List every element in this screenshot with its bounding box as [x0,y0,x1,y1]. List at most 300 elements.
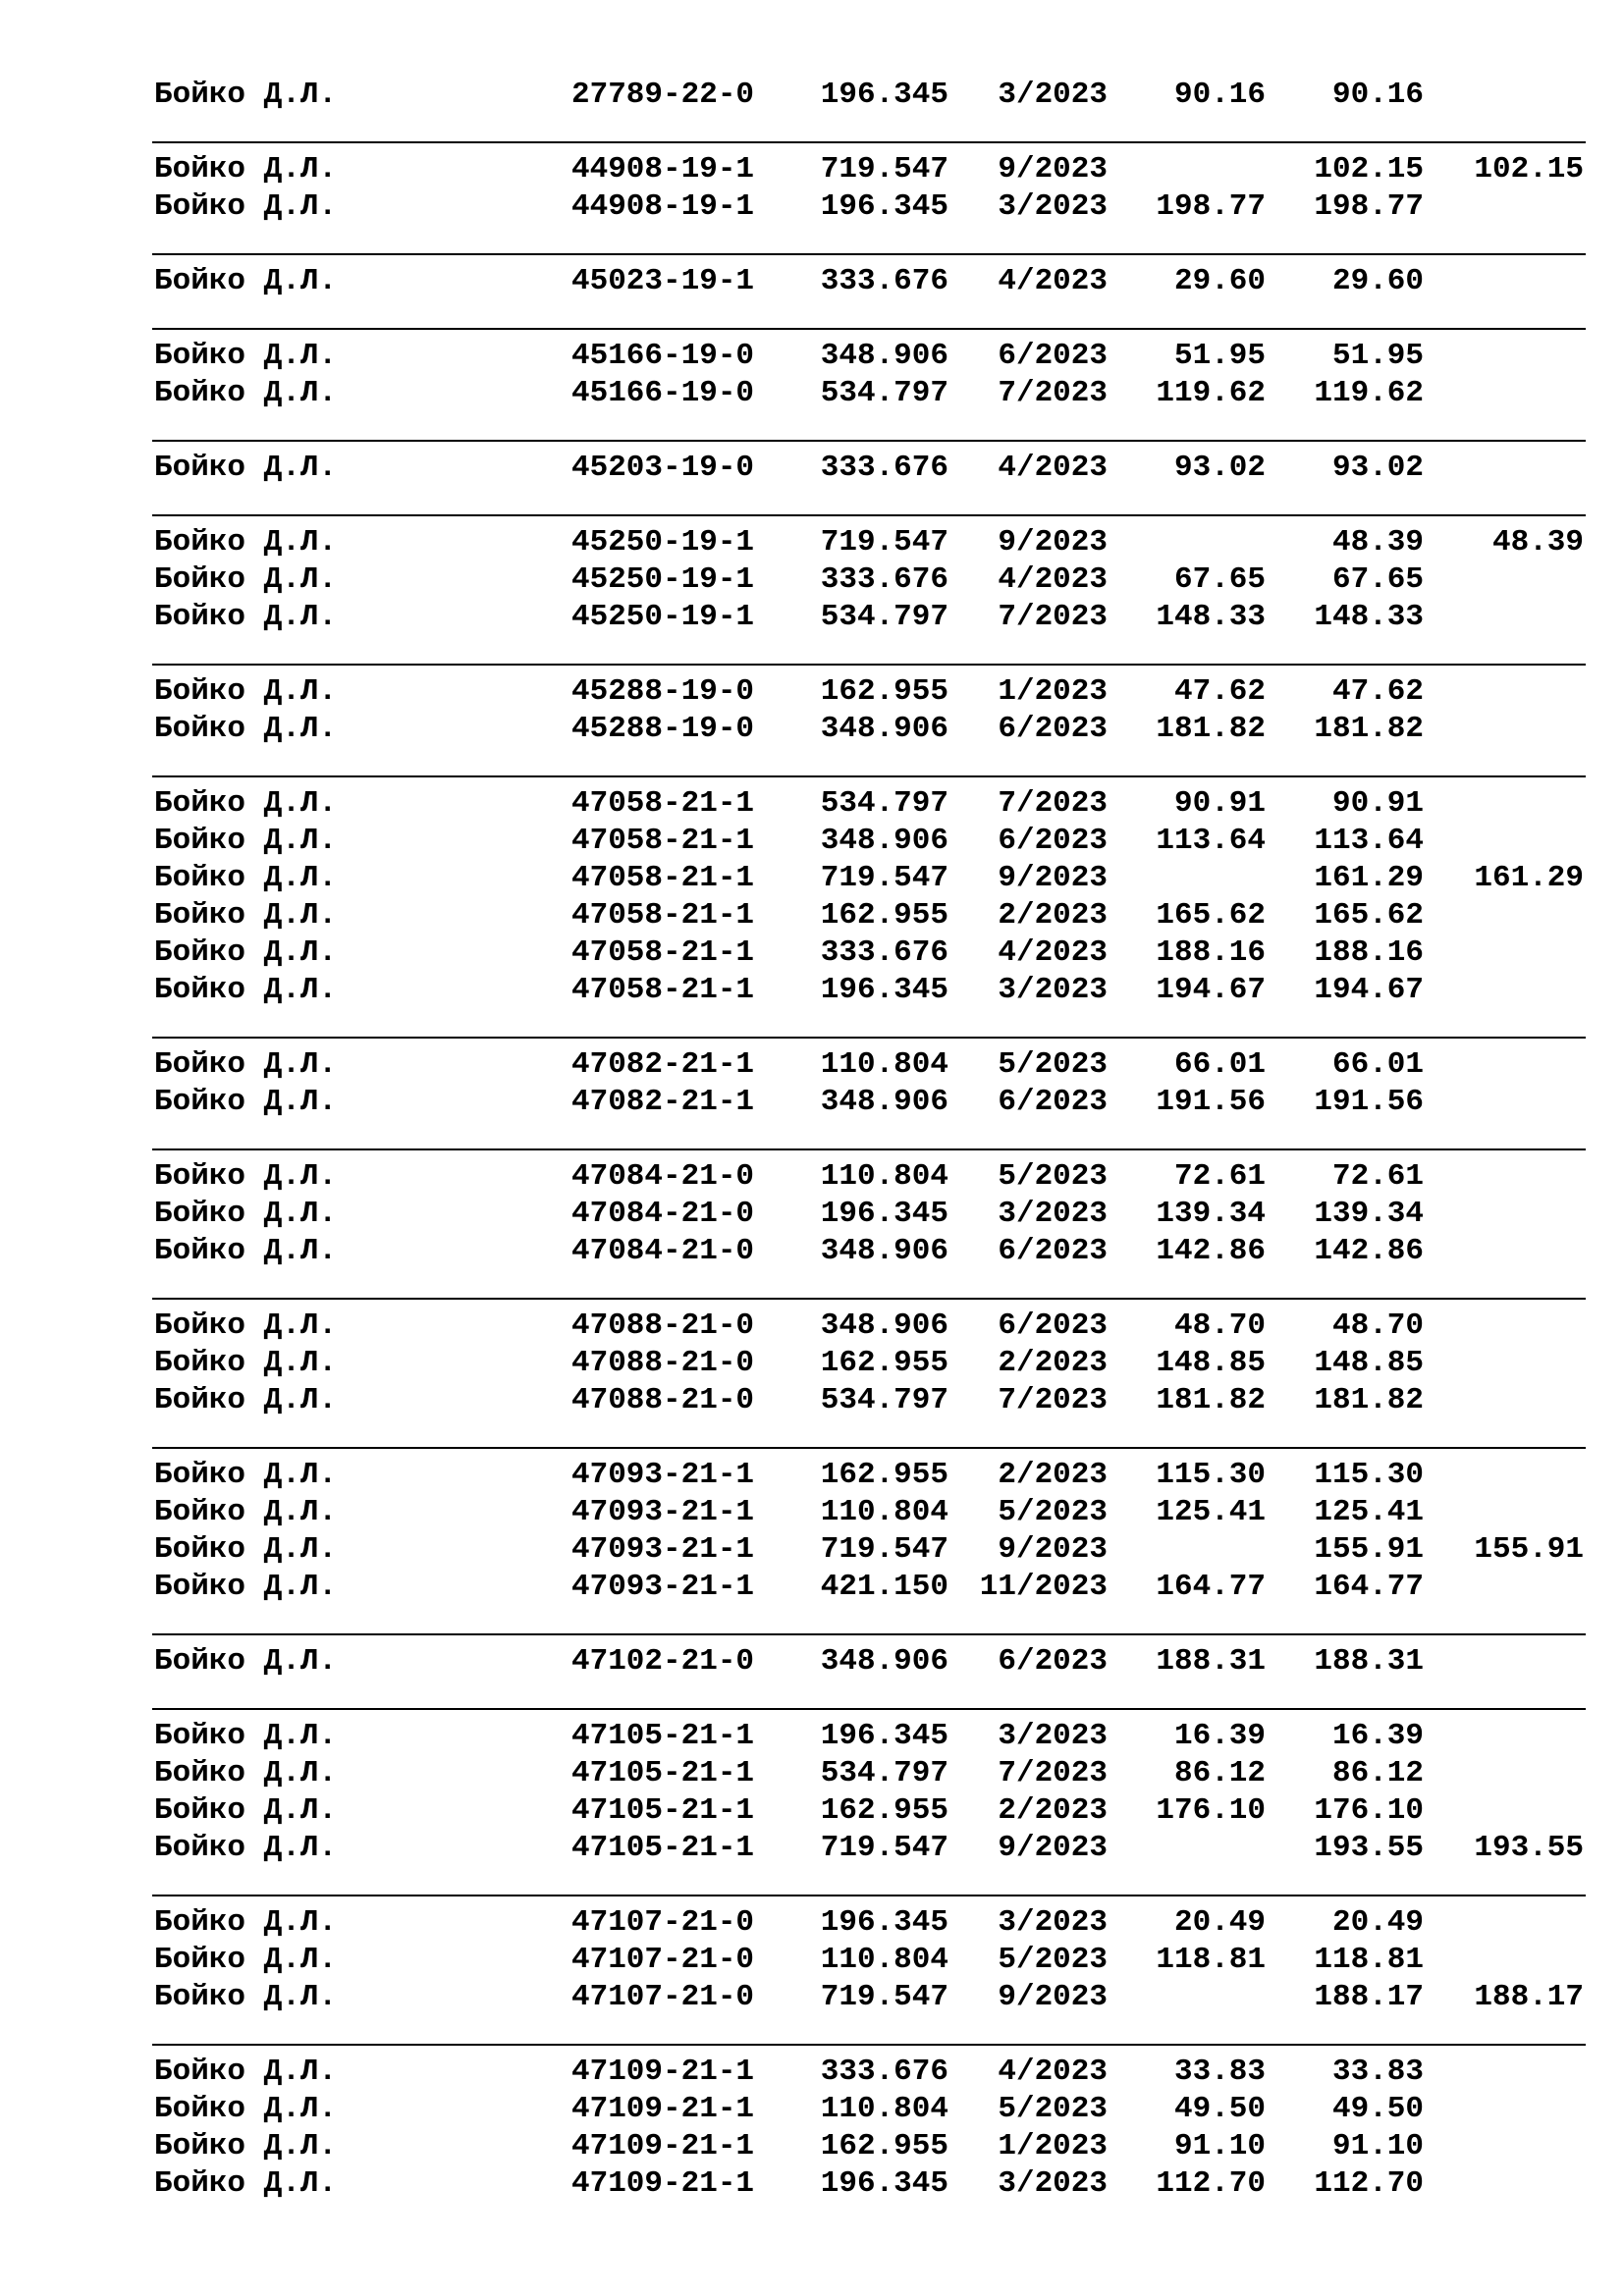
row-amount-1: 51.95 [1173,339,1266,373]
row-period: 9/2023 [998,1532,1108,1567]
table-row [0,860,1624,897]
row-period: 11/2023 [979,1570,1108,1604]
row-amount-3: 161.29 [1474,861,1584,895]
row-name: Бойко Д.Л. [154,674,338,709]
row-amount-2: 142.86 [1314,1234,1424,1268]
row-amount-2: 176.10 [1314,1793,1424,1828]
row-name: Бойко Д.Л. [154,712,338,746]
row-code: 421.150 [820,1570,948,1604]
row-period: 4/2023 [998,562,1108,597]
row-account: 47093-21-1 [571,1570,755,1604]
row-amount-2: 49.50 [1331,2092,1424,2126]
row-name: Бойко Д.Л. [154,861,338,895]
row-name: Бойко Д.Л. [154,2055,338,2089]
table-row [0,1904,1624,1942]
row-amount-2: 91.10 [1331,2129,1424,2163]
row-period: 6/2023 [998,1085,1108,1119]
row-account: 47088-21-0 [571,1383,755,1417]
row-code: 162.955 [820,2129,948,2163]
row-account: 47082-21-1 [571,1085,755,1119]
row-code: 110.804 [820,1495,948,1529]
row-code: 534.797 [820,376,948,410]
table-row [0,1830,1624,1867]
row-code: 196.345 [820,1905,948,1940]
row-code: 348.906 [820,1234,948,1268]
row-name: Бойко Д.Л. [154,562,338,597]
table-row [0,1569,1624,1606]
row-name: Бойко Д.Л. [154,1197,338,1231]
row-amount-1: 191.56 [1156,1085,1266,1119]
row-account: 47058-21-1 [571,861,755,895]
row-amount-2: 51.95 [1331,339,1424,373]
row-amount-3: 48.39 [1491,525,1584,560]
row-period: 5/2023 [998,1495,1108,1529]
row-amount-1: 118.81 [1156,1943,1266,1977]
row-period: 9/2023 [998,152,1108,187]
row-code: 196.345 [820,2166,948,2201]
row-code: 333.676 [820,2055,948,2089]
table-row [0,1345,1624,1382]
row-amount-3: 193.55 [1474,1831,1584,1865]
row-code: 333.676 [820,264,948,298]
group-separator [152,1148,1586,1150]
row-period: 4/2023 [998,451,1108,485]
row-account: 45250-19-1 [571,525,755,560]
row-amount-2: 165.62 [1314,898,1424,933]
table-row [0,785,1624,823]
row-account: 47088-21-0 [571,1346,755,1380]
row-name: Бойко Д.Л. [154,600,338,634]
row-account: 47093-21-1 [571,1495,755,1529]
group-separator [152,1447,1586,1449]
row-code: 196.345 [820,973,948,1007]
table-row [0,972,1624,1009]
row-name: Бойко Д.Л. [154,935,338,970]
row-amount-2: 48.70 [1331,1308,1424,1343]
row-period: 5/2023 [998,1047,1108,1082]
table-row [0,1233,1624,1270]
row-amount-2: 47.62 [1331,674,1424,709]
row-amount-2: 29.60 [1331,264,1424,298]
row-period: 4/2023 [998,935,1108,970]
row-period: 5/2023 [998,2092,1108,2126]
row-code: 110.804 [820,1159,948,1194]
row-account: 45166-19-0 [571,339,755,373]
table-row [0,1942,1624,1979]
row-code: 719.547 [820,525,948,560]
row-account: 47107-21-0 [571,1980,755,2014]
row-period: 4/2023 [998,2055,1108,2089]
group-separator [152,141,1586,143]
row-account: 47088-21-0 [571,1308,755,1343]
row-amount-2: 112.70 [1314,2166,1424,2201]
row-amount-1: 93.02 [1173,451,1266,485]
row-account: 47102-21-0 [571,1644,755,1679]
row-code: 196.345 [820,1197,948,1231]
row-period: 2/2023 [998,1346,1108,1380]
row-amount-2: 102.15 [1314,152,1424,187]
row-code: 196.345 [820,189,948,224]
row-account: 47105-21-1 [571,1756,755,1790]
table-row [0,524,1624,561]
row-amount-2: 90.16 [1331,78,1424,112]
row-period: 6/2023 [998,339,1108,373]
row-name: Бойко Д.Л. [154,786,338,821]
table-row [0,151,1624,188]
row-name: Бойко Д.Л. [154,2129,338,2163]
row-account: 47058-21-1 [571,824,755,858]
row-amount-2: 90.91 [1331,786,1424,821]
row-amount-1: 188.16 [1156,935,1266,970]
row-amount-2: 20.49 [1331,1905,1424,1940]
row-account: 47058-21-1 [571,973,755,1007]
row-name: Бойко Д.Л. [154,376,338,410]
row-amount-2: 155.91 [1314,1532,1424,1567]
group-separator [152,1037,1586,1039]
row-period: 3/2023 [998,2166,1108,2201]
row-amount-2: 118.81 [1314,1943,1424,1977]
row-amount-1: 194.67 [1156,973,1266,1007]
group-separator [152,253,1586,255]
row-period: 9/2023 [998,1980,1108,2014]
row-amount-1: 198.77 [1156,189,1266,224]
row-amount-1: 181.82 [1156,1383,1266,1417]
row-period: 3/2023 [998,973,1108,1007]
row-name: Бойко Д.Л. [154,264,338,298]
table-row [0,2165,1624,2203]
row-account: 47109-21-1 [571,2055,755,2089]
table-row [0,375,1624,412]
row-name: Бойко Д.Л. [154,1047,338,1082]
group-separator [152,514,1586,516]
table-row [0,188,1624,226]
row-account: 45250-19-1 [571,562,755,597]
row-amount-3: 155.91 [1474,1532,1584,1567]
row-account: 47084-21-0 [571,1159,755,1194]
row-account: 47109-21-1 [571,2129,755,2163]
row-name: Бойко Д.Л. [154,1793,338,1828]
table-row [0,823,1624,860]
row-code: 348.906 [820,824,948,858]
row-period: 7/2023 [998,1383,1108,1417]
row-amount-1: 48.70 [1173,1308,1266,1343]
row-amount-1: 66.01 [1173,1047,1266,1082]
row-name: Бойко Д.Л. [154,2166,338,2201]
row-code: 719.547 [820,861,948,895]
row-amount-1: 112.70 [1156,2166,1266,2201]
row-period: 9/2023 [998,861,1108,895]
row-code: 534.797 [820,786,948,821]
row-amount-3: 188.17 [1474,1980,1584,2014]
group-separator [152,1298,1586,1300]
row-amount-1: 142.86 [1156,1234,1266,1268]
group-separator [152,440,1586,442]
row-code: 162.955 [820,898,948,933]
row-amount-2: 193.55 [1314,1831,1424,1865]
row-amount-1: 16.39 [1173,1719,1266,1753]
row-amount-3: 102.15 [1474,152,1584,187]
row-amount-1: 139.34 [1156,1197,1266,1231]
group-separator [152,328,1586,330]
row-name: Бойко Д.Л. [154,189,338,224]
row-code: 348.906 [820,1085,948,1119]
table-row [0,1158,1624,1196]
row-period: 7/2023 [998,600,1108,634]
row-code: 110.804 [820,1047,948,1082]
row-name: Бойко Д.Л. [154,1719,338,1753]
row-amount-2: 16.39 [1331,1719,1424,1753]
row-amount-1: 86.12 [1173,1756,1266,1790]
row-amount-1: 115.30 [1156,1458,1266,1492]
row-name: Бойко Д.Л. [154,1905,338,1940]
table-row [0,77,1624,114]
table-row [0,599,1624,636]
row-amount-2: 48.39 [1331,525,1424,560]
row-amount-1: 181.82 [1156,712,1266,746]
row-amount-2: 164.77 [1314,1570,1424,1604]
row-account: 27789-22-0 [571,78,755,112]
row-account: 45023-19-1 [571,264,755,298]
row-code: 348.906 [820,712,948,746]
table-row [0,673,1624,711]
row-period: 5/2023 [998,1159,1108,1194]
row-amount-1: 113.64 [1156,824,1266,858]
row-name: Бойко Д.Л. [154,824,338,858]
row-name: Бойко Д.Л. [154,451,338,485]
row-account: 45288-19-0 [571,712,755,746]
row-amount-2: 188.17 [1314,1980,1424,2014]
row-account: 47109-21-1 [571,2166,755,2201]
row-period: 1/2023 [998,2129,1108,2163]
table-row [0,263,1624,300]
row-name: Бойко Д.Л. [154,1085,338,1119]
row-amount-1: 47.62 [1173,674,1266,709]
row-amount-2: 181.82 [1314,712,1424,746]
row-period: 3/2023 [998,78,1108,112]
row-account: 45203-19-0 [571,451,755,485]
row-account: 47058-21-1 [571,935,755,970]
row-amount-1: 20.49 [1173,1905,1266,1940]
row-amount-2: 125.41 [1314,1495,1424,1529]
row-code: 333.676 [820,562,948,597]
row-name: Бойко Д.Л. [154,1570,338,1604]
row-account: 44908-19-1 [571,189,755,224]
row-code: 162.955 [820,1346,948,1380]
row-amount-2: 93.02 [1331,451,1424,485]
row-period: 6/2023 [998,824,1108,858]
row-account: 47107-21-0 [571,1905,755,1940]
row-account: 47107-21-0 [571,1943,755,1977]
row-code: 719.547 [820,1532,948,1567]
row-amount-2: 113.64 [1314,824,1424,858]
row-period: 1/2023 [998,674,1108,709]
table-row [0,1643,1624,1681]
row-code: 162.955 [820,674,948,709]
row-name: Бойко Д.Л. [154,973,338,1007]
row-code: 110.804 [820,2092,948,2126]
row-name: Бойко Д.Л. [154,1234,338,1268]
row-amount-1: 119.62 [1156,376,1266,410]
row-code: 162.955 [820,1458,948,1492]
row-code: 534.797 [820,1756,948,1790]
row-amount-2: 188.31 [1314,1644,1424,1679]
row-name: Бойко Д.Л. [154,1532,338,1567]
table-row [0,450,1624,487]
row-name: Бойко Д.Л. [154,1644,338,1679]
row-name: Бойко Д.Л. [154,1831,338,1865]
row-name: Бойко Д.Л. [154,525,338,560]
row-amount-1: 33.83 [1173,2055,1266,2089]
row-account: 47084-21-0 [571,1197,755,1231]
row-period: 3/2023 [998,1197,1108,1231]
row-name: Бойко Д.Л. [154,898,338,933]
row-amount-2: 148.85 [1314,1346,1424,1380]
row-amount-1: 148.33 [1156,600,1266,634]
row-period: 9/2023 [998,1831,1108,1865]
row-amount-1: 90.16 [1173,78,1266,112]
row-name: Бойко Д.Л. [154,1756,338,1790]
row-name: Бойко Д.Л. [154,1159,338,1194]
row-period: 5/2023 [998,1943,1108,1977]
table-row [0,1531,1624,1569]
row-account: 47105-21-1 [571,1831,755,1865]
row-amount-1: 49.50 [1173,2092,1266,2126]
row-amount-1: 165.62 [1156,898,1266,933]
table-row [0,934,1624,972]
table-row [0,1792,1624,1830]
row-code: 196.345 [820,1719,948,1753]
row-name: Бойко Д.Л. [154,1308,338,1343]
row-code: 333.676 [820,935,948,970]
row-name: Бойко Д.Л. [154,1943,338,1977]
table-row [0,1979,1624,2016]
row-period: 3/2023 [998,189,1108,224]
row-name: Бойко Д.Л. [154,78,338,112]
row-account: 47082-21-1 [571,1047,755,1082]
row-name: Бойко Д.Л. [154,2092,338,2126]
row-amount-1: 90.91 [1173,786,1266,821]
table-row [0,1382,1624,1419]
row-amount-1: 125.41 [1156,1495,1266,1529]
row-amount-2: 33.83 [1331,2055,1424,2089]
row-amount-1: 91.10 [1173,2129,1266,2163]
row-code: 348.906 [820,1644,948,1679]
row-name: Бойко Д.Л. [154,1458,338,1492]
row-period: 6/2023 [998,712,1108,746]
row-amount-2: 119.62 [1314,376,1424,410]
row-account: 47093-21-1 [571,1458,755,1492]
row-code: 348.906 [820,339,948,373]
table-row [0,2091,1624,2128]
row-amount-2: 67.65 [1331,562,1424,597]
row-amount-2: 115.30 [1314,1458,1424,1492]
table-row [0,711,1624,748]
table-row [0,1755,1624,1792]
row-account: 47093-21-1 [571,1532,755,1567]
row-code: 110.804 [820,1943,948,1977]
row-name: Бойко Д.Л. [154,1346,338,1380]
table-row [0,897,1624,934]
row-amount-1: 176.10 [1156,1793,1266,1828]
group-separator [152,664,1586,666]
row-account: 45250-19-1 [571,600,755,634]
row-amount-1: 29.60 [1173,264,1266,298]
row-period: 6/2023 [998,1308,1108,1343]
row-account: 47058-21-1 [571,898,755,933]
group-separator [152,2044,1586,2046]
row-code: 534.797 [820,1383,948,1417]
row-period: 7/2023 [998,786,1108,821]
table-row [0,1084,1624,1121]
row-name: Бойко Д.Л. [154,1495,338,1529]
row-account: 47058-21-1 [571,786,755,821]
group-separator [152,1708,1586,1710]
row-period: 4/2023 [998,264,1108,298]
row-code: 348.906 [820,1308,948,1343]
row-amount-2: 72.61 [1331,1159,1424,1194]
row-period: 2/2023 [998,1793,1108,1828]
row-code: 333.676 [820,451,948,485]
group-separator [152,1895,1586,1896]
row-amount-2: 191.56 [1314,1085,1424,1119]
table-row [0,1457,1624,1494]
row-code: 534.797 [820,600,948,634]
table-row [0,1196,1624,1233]
row-account: 47109-21-1 [571,2092,755,2126]
group-separator [152,1633,1586,1635]
row-amount-1: 148.85 [1156,1346,1266,1380]
row-period: 2/2023 [998,898,1108,933]
row-period: 7/2023 [998,1756,1108,1790]
row-account: 47084-21-0 [571,1234,755,1268]
row-amount-2: 86.12 [1331,1756,1424,1790]
table-row [0,1046,1624,1084]
table-row [0,1718,1624,1755]
row-account: 45166-19-0 [571,376,755,410]
row-account: 45288-19-0 [571,674,755,709]
row-code: 196.345 [820,78,948,112]
row-name: Бойко Д.Л. [154,152,338,187]
row-name: Бойко Д.Л. [154,1383,338,1417]
row-account: 44908-19-1 [571,152,755,187]
row-amount-1: 72.61 [1173,1159,1266,1194]
row-amount-1: 188.31 [1156,1644,1266,1679]
row-amount-2: 194.67 [1314,973,1424,1007]
group-separator [152,775,1586,777]
row-amount-2: 66.01 [1331,1047,1424,1082]
row-name: Бойко Д.Л. [154,1980,338,2014]
row-account: 47105-21-1 [571,1719,755,1753]
row-amount-2: 139.34 [1314,1197,1424,1231]
table-row [0,1308,1624,1345]
row-period: 7/2023 [998,376,1108,410]
row-amount-1: 67.65 [1173,562,1266,597]
row-amount-2: 161.29 [1314,861,1424,895]
row-period: 3/2023 [998,1905,1108,1940]
row-amount-2: 198.77 [1314,189,1424,224]
row-code: 162.955 [820,1793,948,1828]
table-row [0,1494,1624,1531]
table-row [0,2054,1624,2091]
row-period: 6/2023 [998,1234,1108,1268]
table-row [0,561,1624,599]
row-name: Бойко Д.Л. [154,339,338,373]
table-row [0,338,1624,375]
row-code: 719.547 [820,1980,948,2014]
table-row [0,2128,1624,2165]
row-account: 47105-21-1 [571,1793,755,1828]
row-period: 9/2023 [998,525,1108,560]
